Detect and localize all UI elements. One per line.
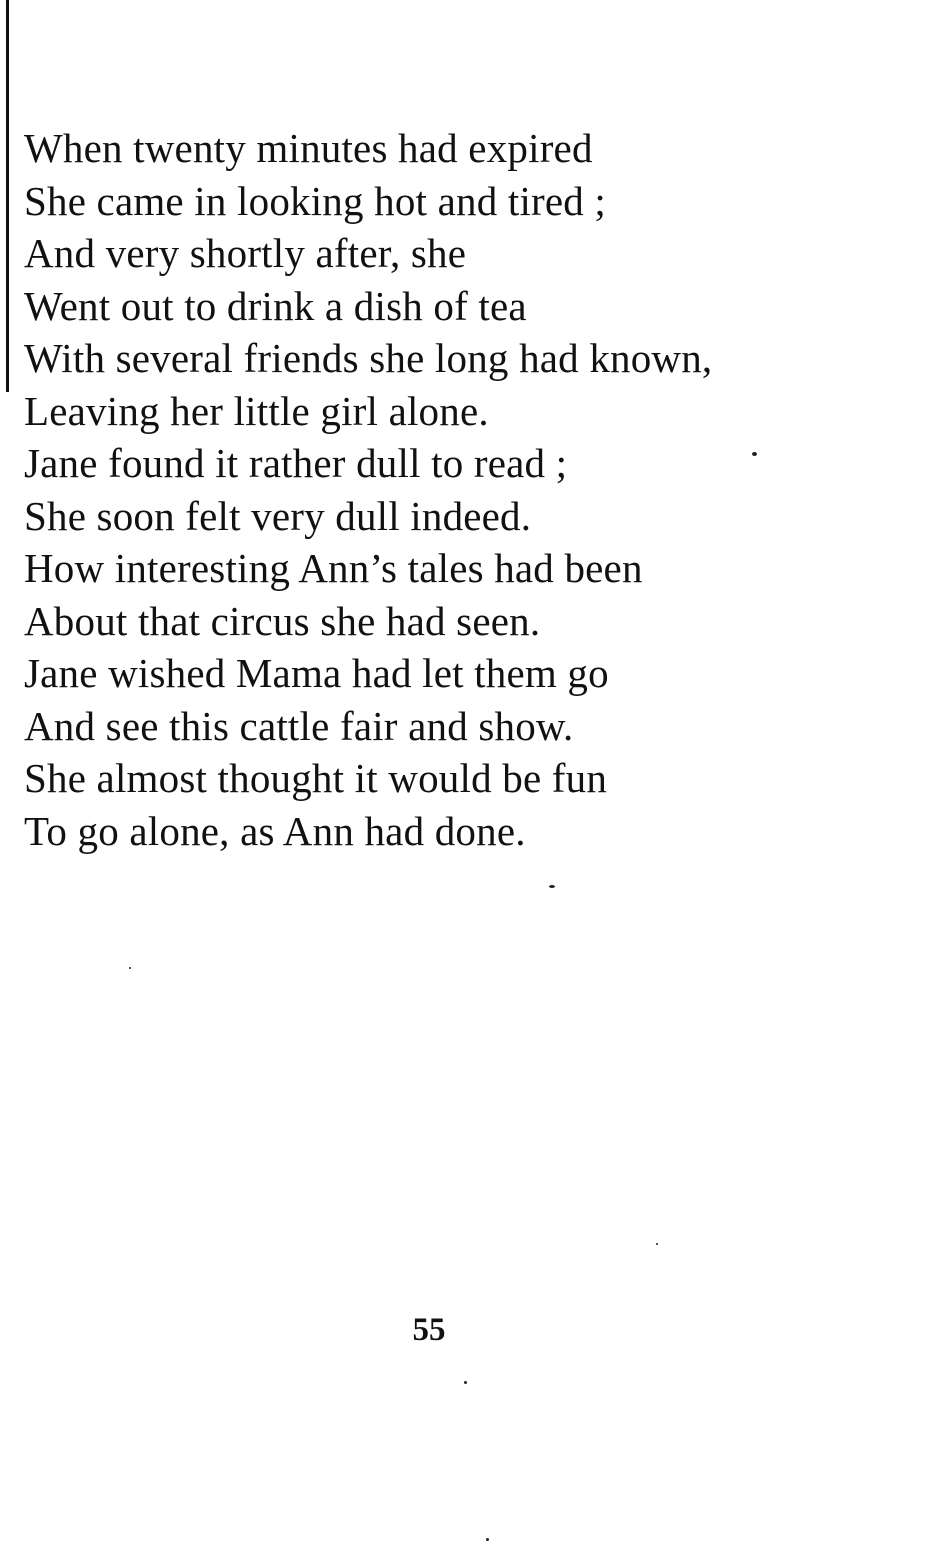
poem-line: Went out to drink a dish of tea xyxy=(24,282,527,329)
page-number: 55 xyxy=(412,1312,446,1348)
poem-line: How interesting Ann’s tales had been xyxy=(24,545,643,591)
poem-line: And very shortly after, she xyxy=(24,230,467,276)
poem-line: She almost thought it would be fun xyxy=(24,755,608,801)
print-speck xyxy=(656,1243,658,1245)
poem-line: About that circus she had seen. xyxy=(24,597,541,644)
poem-line: And see this cattle fair and show. xyxy=(24,702,574,749)
poem-line: Leaving her little girl alone. xyxy=(24,387,489,434)
print-speck xyxy=(464,1381,467,1384)
poem-line: To go alone, as Ann had done. xyxy=(24,807,526,854)
poem-line: She came in looking hot and tired ; xyxy=(24,177,607,224)
poem-line: She soon felt very dull indeed. xyxy=(24,492,532,539)
poem-line: When twenty minutes had expired xyxy=(24,125,593,171)
poem-line: With several friends she long had known, xyxy=(24,335,713,381)
page-gutter-edge xyxy=(6,0,9,392)
poem-line: Jane found it rather dull to read ; xyxy=(24,440,568,486)
print-speck xyxy=(486,1538,489,1541)
print-speck xyxy=(129,967,131,969)
print-speck xyxy=(752,452,757,456)
poem-line: Jane wished Mama had let them go xyxy=(24,650,609,696)
print-speck xyxy=(549,885,555,888)
poem-stanza xyxy=(24,122,712,857)
